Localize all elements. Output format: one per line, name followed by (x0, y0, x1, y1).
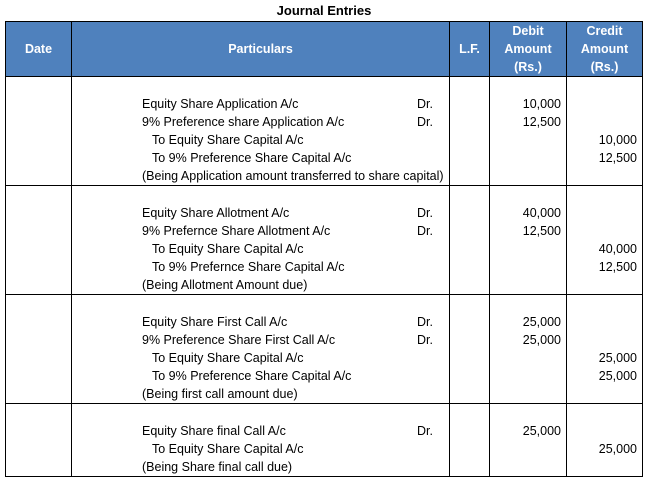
credit-account-text: To Equity Share Capital A/c (152, 133, 304, 147)
particulars-line (142, 149, 449, 167)
account-text: (Being first call amount due) (142, 387, 298, 401)
dr-marker: Dr. (417, 115, 433, 129)
dr-marker (417, 440, 449, 458)
particulars-line (142, 313, 449, 331)
credit-amount (567, 313, 637, 331)
dr-marker (417, 149, 449, 167)
credit-account-text: To Equity Share Capital A/c (152, 442, 304, 456)
credit-amount (567, 276, 637, 294)
header-particulars: Particulars (72, 22, 450, 77)
debit-amount (490, 349, 561, 367)
journal-table (5, 21, 643, 477)
dr-marker (417, 385, 449, 403)
debit-cell (490, 77, 567, 186)
debit-amount: 10,000 (522, 97, 561, 111)
credit-amount (567, 222, 637, 240)
dr-marker: Dr. (417, 206, 433, 220)
account-text: Equity Share First Call A/c (142, 315, 288, 329)
debit-cell (490, 295, 567, 404)
account-text: 9% Preference share Application A/c (142, 115, 345, 129)
account-text: Equity Share final Call A/c (142, 424, 286, 438)
credit-amount: 25,000 (598, 351, 637, 365)
dr-marker: Dr. (417, 424, 433, 438)
header-row (6, 22, 643, 77)
credit-account-text: To Equity Share Capital A/c (152, 242, 304, 256)
debit-amount: 12,500 (522, 224, 561, 238)
lf-cell (450, 295, 490, 404)
dr-marker: Dr. (417, 224, 433, 238)
header-debit (490, 22, 567, 77)
account-text: (Being Share final call due) (142, 460, 293, 474)
credit-cell (567, 77, 643, 186)
particulars-line (142, 167, 449, 185)
credit-amount: 25,000 (598, 369, 637, 383)
page-title: Journal Entries (276, 3, 372, 18)
lf-cell (450, 77, 490, 186)
credit-amount (567, 331, 637, 349)
credit-amount: 12,500 (598, 260, 637, 274)
dr-marker: Dr. (417, 97, 433, 111)
credit-amount (567, 95, 637, 113)
journal-entry-row (6, 186, 643, 295)
credit-amount (567, 422, 637, 440)
particulars-cell (72, 295, 450, 404)
credit-amount: 40,000 (598, 242, 637, 256)
debit-amount (490, 167, 561, 185)
header-debit-line: Debit (512, 24, 544, 38)
dr-marker (417, 349, 449, 367)
header-credit (567, 22, 643, 77)
dr-marker (417, 367, 449, 385)
header-credit-line: Amount (580, 42, 629, 56)
dr-marker (417, 258, 449, 276)
debit-cell (490, 404, 567, 477)
header-lf: L.F. (450, 22, 490, 77)
particulars-line (142, 258, 449, 276)
particulars-line (142, 204, 449, 222)
particulars-cell (72, 77, 450, 186)
dr-marker (417, 240, 449, 258)
header-debit-line: (Rs.) (514, 60, 542, 74)
credit-amount (567, 385, 637, 403)
particulars-line (142, 95, 449, 113)
account-text: Equity Share Application A/c (142, 97, 299, 111)
debit-amount: 25,000 (522, 315, 561, 329)
credit-account-text: To 9% Preference Share Capital A/c (152, 369, 352, 383)
particulars-line (142, 113, 449, 131)
credit-account-text: To 9% Preference Share Capital A/c (152, 151, 352, 165)
account-text: Equity Share Allotment A/c (142, 206, 290, 220)
dr-marker (417, 131, 449, 149)
lf-cell (450, 186, 490, 295)
credit-amount (567, 167, 637, 185)
debit-amount (490, 458, 561, 476)
debit-amount (490, 240, 561, 258)
account-text: (Being Application amount transferred to share capital) (142, 169, 444, 183)
credit-amount: 25,000 (598, 442, 637, 456)
particulars-line (142, 385, 449, 403)
debit-amount (490, 367, 561, 385)
journal-entry-row (6, 404, 643, 477)
debit-amount: 25,000 (522, 424, 561, 438)
particulars-line (142, 422, 449, 440)
credit-cell (567, 186, 643, 295)
particulars-line (142, 367, 449, 385)
particulars-line (142, 440, 449, 458)
particulars-line (142, 131, 449, 149)
dr-marker (417, 276, 449, 294)
account-text: 9% Prefernce Share Allotment A/c (142, 224, 331, 238)
debit-amount (490, 258, 561, 276)
dr-marker (444, 167, 449, 185)
credit-amount (567, 113, 637, 131)
particulars-line (142, 349, 449, 367)
dr-marker: Dr. (417, 315, 433, 329)
date-cell (6, 404, 72, 477)
credit-amount: 10,000 (598, 133, 637, 147)
particulars-line (142, 458, 449, 476)
debit-amount (490, 149, 561, 167)
particulars-line (142, 222, 449, 240)
journal-entry-row (6, 295, 643, 404)
particulars-line (142, 331, 449, 349)
date-cell (6, 186, 72, 295)
particulars-cell (72, 404, 450, 477)
particulars-line (142, 240, 449, 258)
credit-cell (567, 404, 643, 477)
dr-marker: Dr. (417, 333, 433, 347)
header-date: Date (6, 22, 72, 77)
debit-amount (490, 440, 561, 458)
credit-account-text: To Equity Share Capital A/c (152, 351, 304, 365)
debit-amount: 12,500 (522, 115, 561, 129)
credit-amount (567, 458, 637, 476)
particulars-cell (72, 186, 450, 295)
debit-amount (490, 385, 561, 403)
header-credit-line: Credit (586, 24, 623, 38)
account-text: (Being Allotment Amount due) (142, 278, 308, 292)
date-cell (6, 77, 72, 186)
credit-amount: 12,500 (598, 151, 637, 165)
credit-amount (567, 204, 637, 222)
credit-account-text: To 9% Prefernce Share Capital A/c (152, 260, 345, 274)
credit-cell (567, 295, 643, 404)
debit-amount: 40,000 (522, 206, 561, 220)
journal-entry-row (6, 77, 643, 186)
debit-cell (490, 186, 567, 295)
account-text: 9% Preference Share First Call A/c (142, 333, 336, 347)
date-cell (6, 295, 72, 404)
debit-amount: 25,000 (522, 333, 561, 347)
header-debit-line: Amount (504, 42, 552, 56)
lf-cell (450, 404, 490, 477)
dr-marker (417, 458, 449, 476)
header-credit-line: (Rs.) (590, 60, 619, 74)
debit-amount (490, 131, 561, 149)
debit-amount (490, 276, 561, 294)
particulars-line (142, 276, 449, 294)
